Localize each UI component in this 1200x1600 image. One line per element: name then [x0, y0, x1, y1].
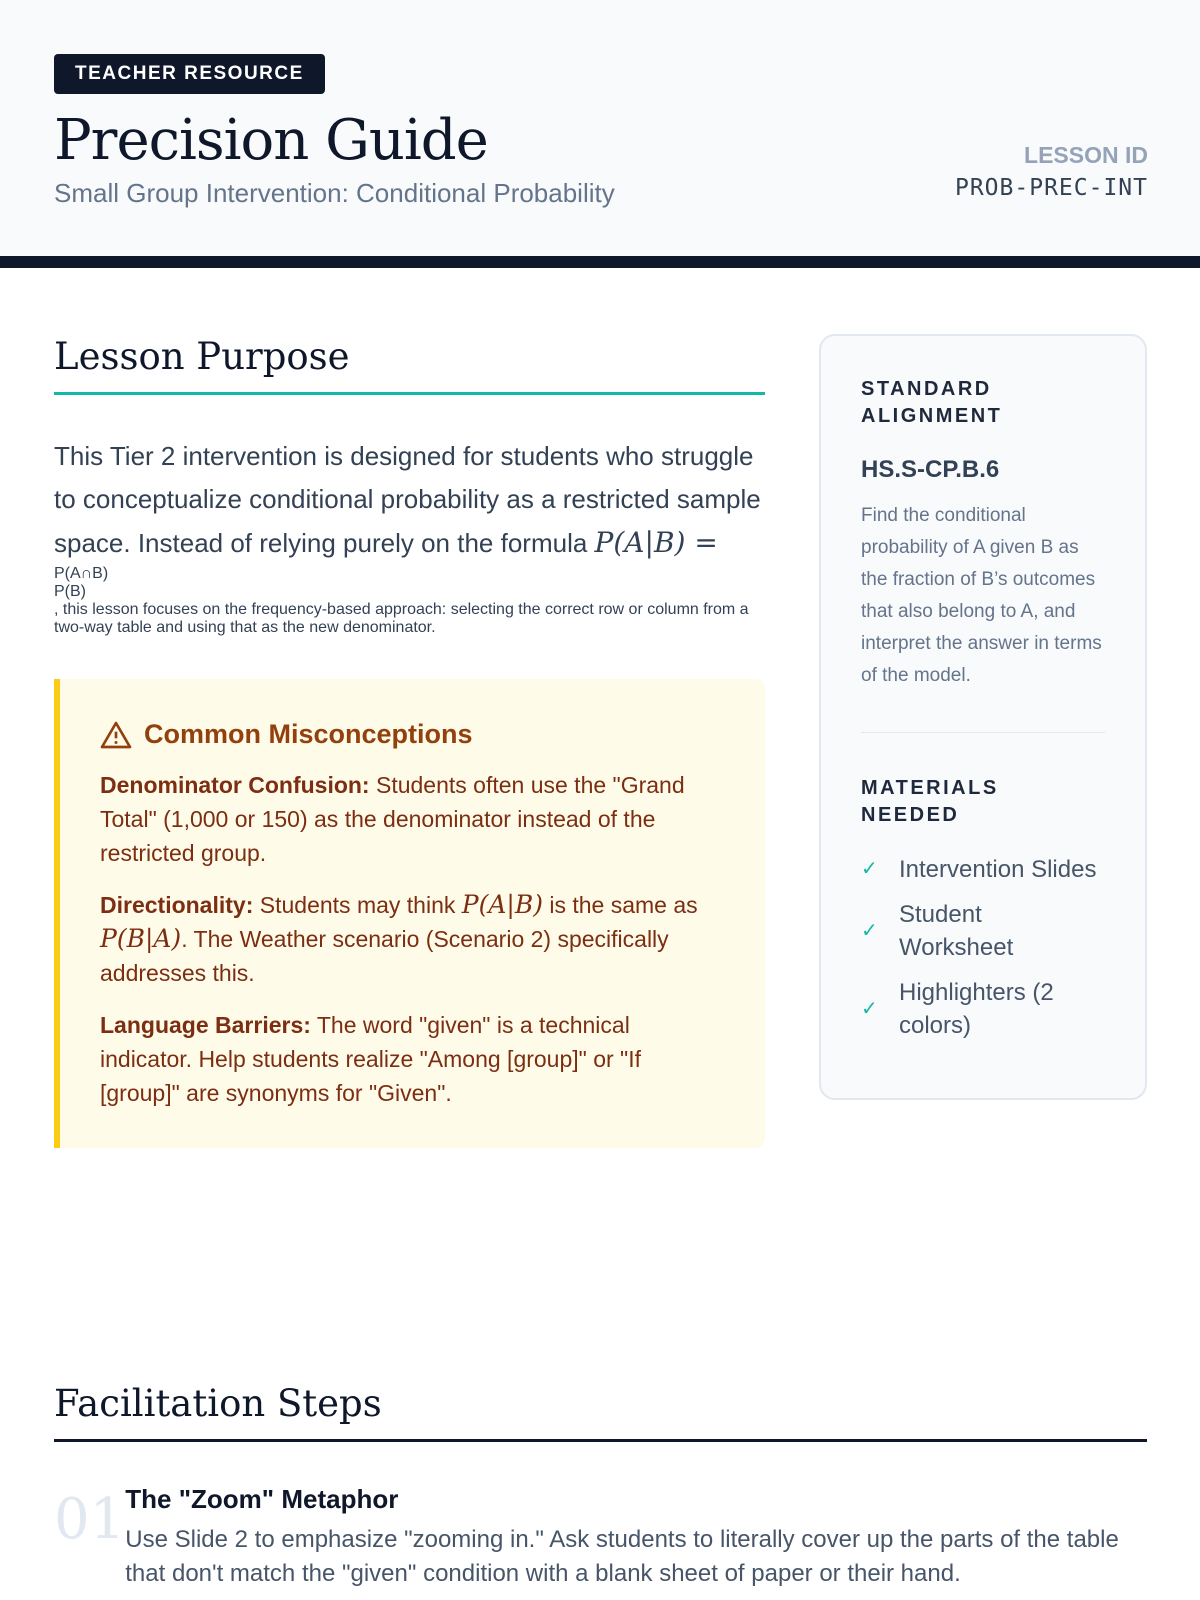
step-title: The "Zoom" Metaphor	[125, 1484, 399, 1514]
formula-lhs: P(A|B) =	[594, 526, 718, 559]
materials-heading: MATERIALS NEEDED	[861, 777, 999, 826]
sidebar-card	[819, 334, 1147, 1100]
misconception-text: Students may think	[253, 892, 462, 918]
material-label: Highlighters (2 colors)	[899, 979, 1054, 1039]
list-item	[861, 976, 1105, 1042]
formula-denominator: P(B)	[54, 583, 86, 600]
misconception-text: The word "given" is a technical indicator. Help students realize "Among [group]" or "If [group]" are synonyms for "Given".	[100, 1012, 641, 1106]
materials-list	[861, 853, 1105, 1042]
misconception-text: is the same as	[542, 892, 698, 918]
lesson-purpose-section	[54, 335, 765, 1148]
check-icon: ✓	[861, 858, 878, 880]
standard-code: HS.S-CP.B.6	[861, 456, 1000, 483]
misconception-text: Students often use the "Grand Total" (1,000 or 150) as the denominator instead of the restricted group.	[100, 772, 685, 866]
lesson-id-label: LESSON ID	[1024, 142, 1148, 168]
standard-description: Find the conditional probability of A given B as the fraction of B’s outcomes that also belong to A, and interpret the answer in terms of the model.	[861, 505, 1102, 686]
check-icon: ✓	[861, 919, 878, 942]
page-title: Precision Guide	[54, 108, 488, 173]
math-expression: P(B|A)	[100, 924, 182, 953]
facilitation-section	[54, 1382, 1147, 1591]
misconception-title: Language Barriers:	[100, 1012, 311, 1038]
list-item	[861, 853, 1105, 886]
misconceptions-title: Common Misconceptions	[144, 719, 473, 749]
purpose-text: This Tier 2 intervention is designed for students who struggle to conceptualize conditional probability as a restricted sample space. Instead of relying purely on the formula	[54, 441, 761, 558]
divider	[861, 732, 1105, 733]
misconception-item	[100, 1008, 725, 1110]
section-heading: Facilitation Steps	[54, 1382, 1147, 1442]
page-header	[0, 0, 1200, 268]
lesson-id-block	[955, 142, 1148, 201]
warning-icon	[100, 720, 132, 750]
standard-alignment-heading: STANDARD ALIGNMENT	[861, 378, 1003, 427]
teacher-resource-badge: TEACHER RESOURCE	[54, 54, 325, 94]
misconception-title: Denominator Confusion:	[100, 772, 370, 798]
purpose-paragraph	[54, 435, 765, 565]
misconception-title: Directionality:	[100, 892, 254, 918]
misconceptions-heading	[100, 719, 725, 750]
misconception-text: . The Weather scenario (Scenario 2) specifically addresses this.	[100, 926, 669, 986]
material-label: Student Worksheet	[899, 901, 1014, 961]
misconception-item	[100, 888, 725, 990]
page-subtitle: Small Group Intervention: Conditional Probability	[54, 178, 615, 208]
step-number: 01	[54, 1487, 126, 1552]
formula-numerator: P(A∩B)	[54, 565, 109, 582]
step-item	[54, 1484, 1147, 1591]
list-item	[861, 898, 1105, 964]
check-icon: ✓	[861, 997, 878, 1020]
misconception-item	[100, 768, 725, 870]
misconceptions-callout	[54, 679, 765, 1148]
math-expression: P(A|B)	[461, 890, 543, 919]
purpose-text: , this lesson focuses on the frequency-based approach: selecting the correct row or column from a two-way table and using that as the new denominator.	[54, 601, 749, 636]
material-label: Intervention Slides	[899, 856, 1097, 883]
section-heading: Lesson Purpose	[54, 335, 765, 395]
step-text: Use Slide 2 to emphasize "zooming in." Ask students to literally cover up the parts of the table that don't match the "given" condition with a blank sheet of paper or their hand.	[125, 1526, 1119, 1587]
lesson-id-value: PROB-PREC-INT	[954, 175, 1148, 201]
